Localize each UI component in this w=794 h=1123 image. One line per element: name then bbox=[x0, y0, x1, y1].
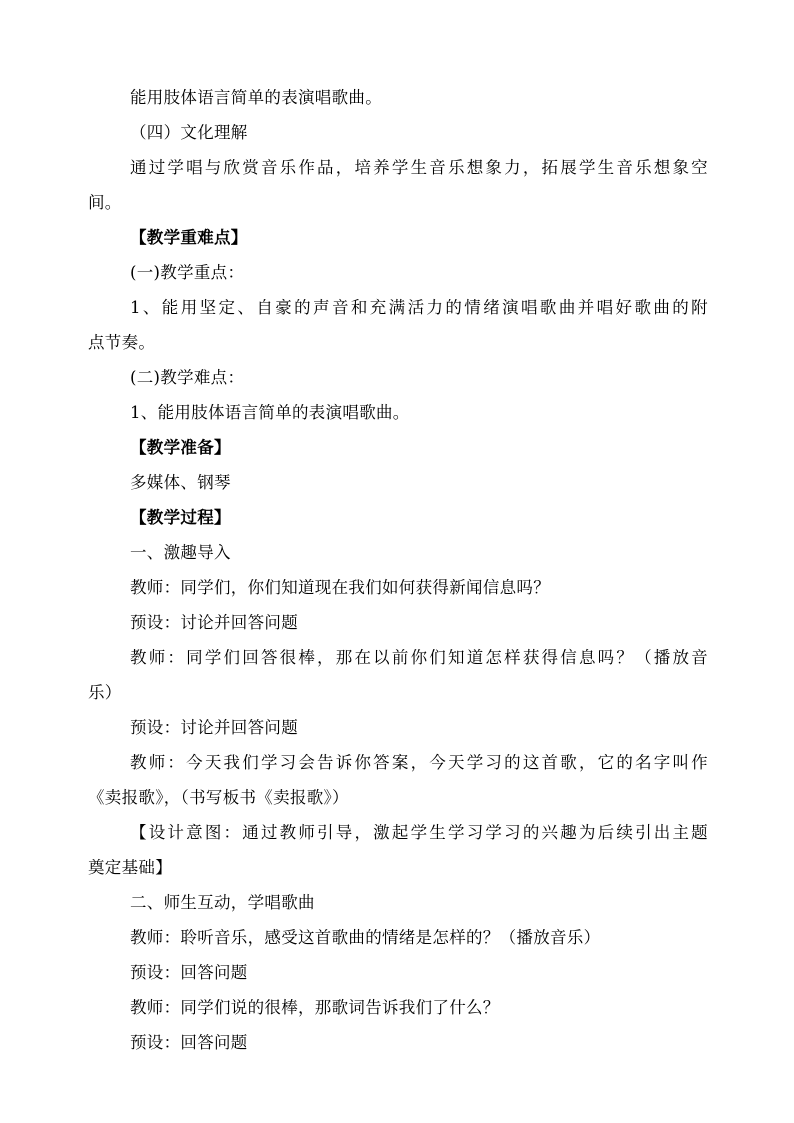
paragraph-line: 奠定基础】 bbox=[88, 858, 172, 877]
paragraph-line: 教师：同学们回答很棒，那在以前你们知道怎样获得信息吗？（播放音 bbox=[130, 648, 708, 667]
subheading-interaction: 二、师生互动，学唱歌曲 bbox=[130, 893, 315, 912]
paragraph-line: 乐） bbox=[88, 683, 122, 702]
subheading-difficulty: (二)教学难点： bbox=[130, 368, 245, 387]
section-heading-culture: （四）文化理解 bbox=[130, 123, 248, 142]
heading-process: 【教学过程】 bbox=[130, 508, 231, 527]
paragraph-line: 预设：回答问题 bbox=[130, 1033, 248, 1052]
paragraph-line: 预设：讨论并回答问题 bbox=[130, 613, 298, 632]
paragraph-line: 1、能用肢体语言简单的表演唱歌曲。 bbox=[130, 403, 410, 422]
paragraph-line: 间。 bbox=[88, 193, 122, 212]
paragraph-line: 教师：同学们，你们知道现在我们如何获得新闻信息吗？ bbox=[130, 578, 550, 597]
paragraph-line: 《卖报歌》，（书写板书《卖报歌》） bbox=[88, 788, 349, 807]
subheading-focus: (一)教学重点： bbox=[130, 263, 245, 282]
subheading-intro: 一、激趣导入 bbox=[130, 543, 231, 562]
paragraph-line: 教师：聆听音乐，感受这首歌曲的情绪是怎样的？（播放音乐） bbox=[130, 928, 601, 947]
paragraph-line: 点节奏。 bbox=[88, 333, 156, 352]
paragraph-line: 【设计意图：通过教师引导，激起学生学习学习的兴趣为后续引出主题 bbox=[130, 823, 708, 842]
paragraph-line: 1、能用坚定、自豪的声音和充满活力的情绪演唱歌曲并唱好歌曲的附 bbox=[130, 298, 708, 317]
heading-preparation: 【教学准备】 bbox=[130, 438, 231, 457]
paragraph-line: 教师：今天我们学习会告诉你答案，今天学习的这首歌，它的名字叫作 bbox=[130, 753, 708, 772]
paragraph-line: 预设：回答问题 bbox=[130, 963, 248, 982]
paragraph-line: 能用肢体语言简单的表演唱歌曲。 bbox=[130, 88, 382, 107]
paragraph-line: 预设：讨论并回答问题 bbox=[130, 718, 298, 737]
heading-key-points: 【教学重难点】 bbox=[130, 228, 248, 247]
paragraph-line: 教师：同学们说的很棒，那歌词告诉我们了什么？ bbox=[130, 998, 500, 1017]
paragraph-line: 多媒体、钢琴 bbox=[130, 473, 231, 492]
paragraph-line: 通过学唱与欣赏音乐作品，培养学生音乐想象力，拓展学生音乐想象空 bbox=[130, 158, 708, 177]
